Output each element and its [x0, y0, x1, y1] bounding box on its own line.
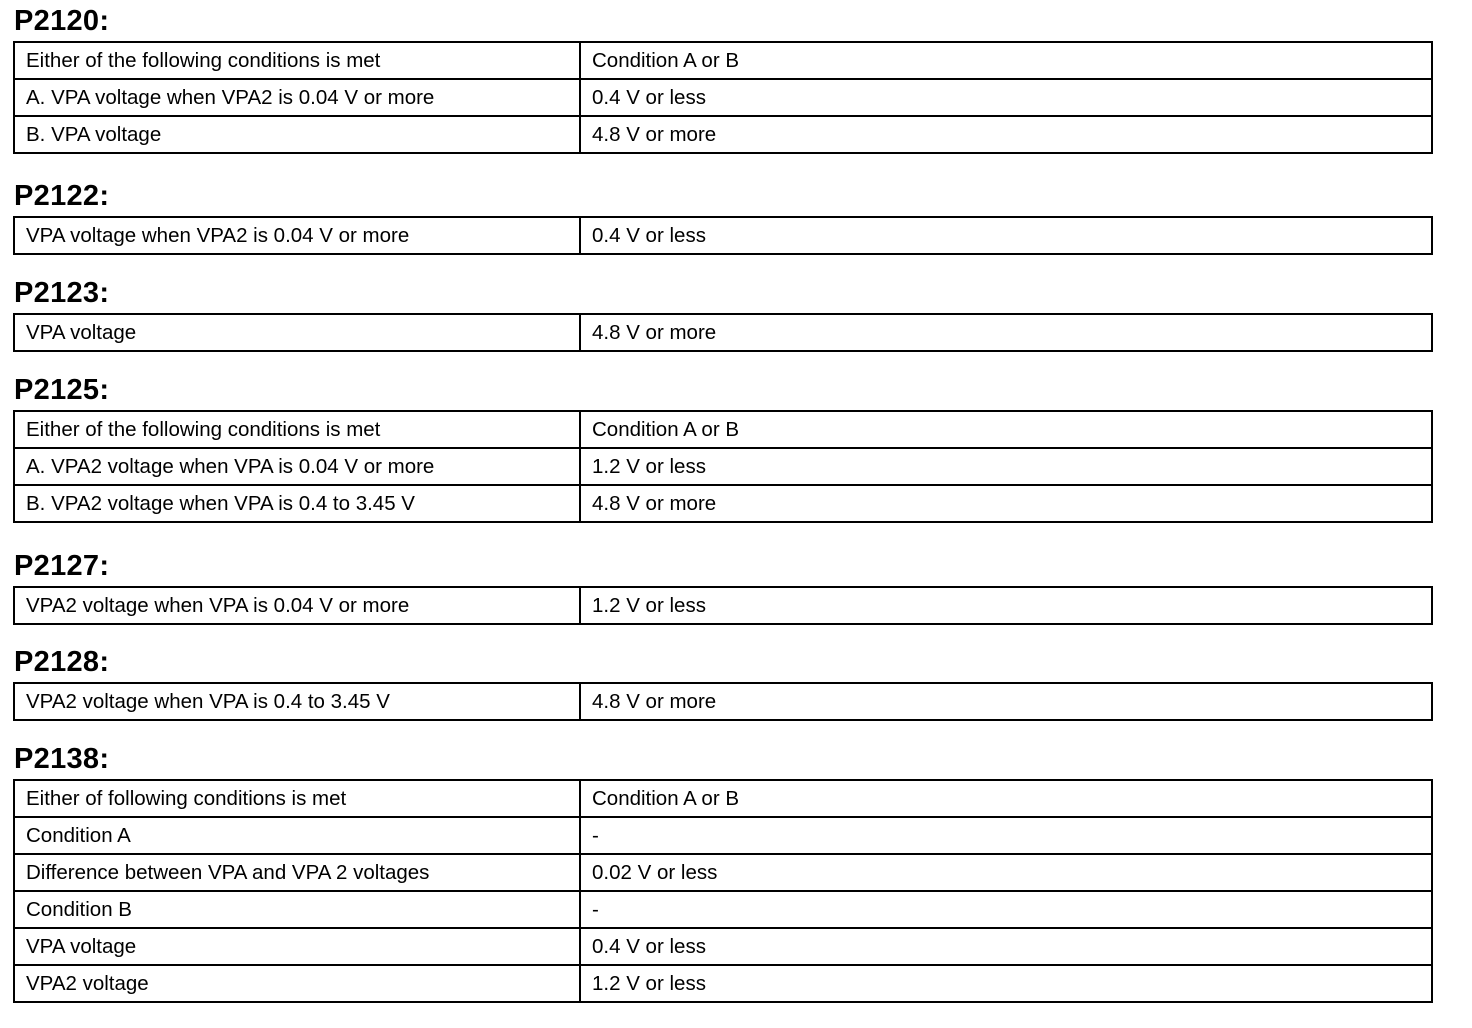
- condition-cell: A. VPA voltage when VPA2 is 0.04 V or more: [14, 79, 580, 116]
- value-cell: 0.02 V or less: [580, 854, 1432, 891]
- value-cell: 4.8 V or more: [580, 314, 1432, 351]
- condition-table-p2125: [13, 410, 1433, 523]
- section-heading-p2120: P2120:: [14, 5, 110, 37]
- value-cell: 0.4 V or less: [580, 928, 1432, 965]
- condition-cell: VPA voltage: [14, 928, 580, 965]
- value-cell: Condition A or B: [580, 411, 1432, 448]
- table-row: [14, 780, 1432, 817]
- condition-cell: VPA voltage: [14, 314, 580, 351]
- table-row: [14, 928, 1432, 965]
- condition-cell: VPA2 voltage: [14, 965, 580, 1002]
- value-cell: 4.8 V or more: [580, 485, 1432, 522]
- table-row: [14, 79, 1432, 116]
- condition-cell: Condition B: [14, 891, 580, 928]
- table-row: [14, 854, 1432, 891]
- value-cell: -: [580, 817, 1432, 854]
- section-heading-p2128: P2128:: [14, 646, 110, 678]
- table-row: [14, 448, 1432, 485]
- condition-cell: VPA voltage when VPA2 is 0.04 V or more: [14, 217, 580, 254]
- condition-table-p2128: [13, 682, 1433, 721]
- value-cell: Condition A or B: [580, 780, 1432, 817]
- condition-table-p2123: [13, 313, 1433, 352]
- table-row: [14, 817, 1432, 854]
- table-row: [14, 587, 1432, 624]
- condition-cell: VPA2 voltage when VPA is 0.4 to 3.45 V: [14, 683, 580, 720]
- table-row: [14, 314, 1432, 351]
- section-heading-p2125: P2125:: [14, 374, 110, 406]
- condition-cell: Either of following conditions is met: [14, 780, 580, 817]
- condition-cell: Either of the following conditions is met: [14, 42, 580, 79]
- condition-cell: B. VPA2 voltage when VPA is 0.4 to 3.45 V: [14, 485, 580, 522]
- section-heading-p2127: P2127:: [14, 550, 110, 582]
- condition-table-p2122: [13, 216, 1433, 255]
- value-cell: 1.2 V or less: [580, 587, 1432, 624]
- value-cell: -: [580, 891, 1432, 928]
- section-heading-p2123: P2123:: [14, 277, 110, 309]
- value-cell: 4.8 V or more: [580, 116, 1432, 153]
- table-row: [14, 411, 1432, 448]
- table-row: [14, 217, 1432, 254]
- section-heading-p2138: P2138:: [14, 743, 110, 775]
- value-cell: 1.2 V or less: [580, 965, 1432, 1002]
- condition-cell: VPA2 voltage when VPA is 0.04 V or more: [14, 587, 580, 624]
- condition-table-p2127: [13, 586, 1433, 625]
- table-row: [14, 965, 1432, 1002]
- table-row: [14, 891, 1432, 928]
- section-heading-p2122: P2122:: [14, 180, 110, 212]
- condition-cell: B. VPA voltage: [14, 116, 580, 153]
- condition-cell: A. VPA2 voltage when VPA is 0.04 V or more: [14, 448, 580, 485]
- table-row: [14, 116, 1432, 153]
- table-row: [14, 485, 1432, 522]
- value-cell: 0.4 V or less: [580, 217, 1432, 254]
- condition-cell: Either of the following conditions is met: [14, 411, 580, 448]
- value-cell: 0.4 V or less: [580, 79, 1432, 116]
- condition-cell: Difference between VPA and VPA 2 voltages: [14, 854, 580, 891]
- value-cell: 1.2 V or less: [580, 448, 1432, 485]
- condition-cell: Condition A: [14, 817, 580, 854]
- value-cell: Condition A or B: [580, 42, 1432, 79]
- condition-table-p2138: [13, 779, 1433, 1003]
- table-row: [14, 42, 1432, 79]
- table-row: [14, 683, 1432, 720]
- value-cell: 4.8 V or more: [580, 683, 1432, 720]
- condition-table-p2120: [13, 41, 1433, 154]
